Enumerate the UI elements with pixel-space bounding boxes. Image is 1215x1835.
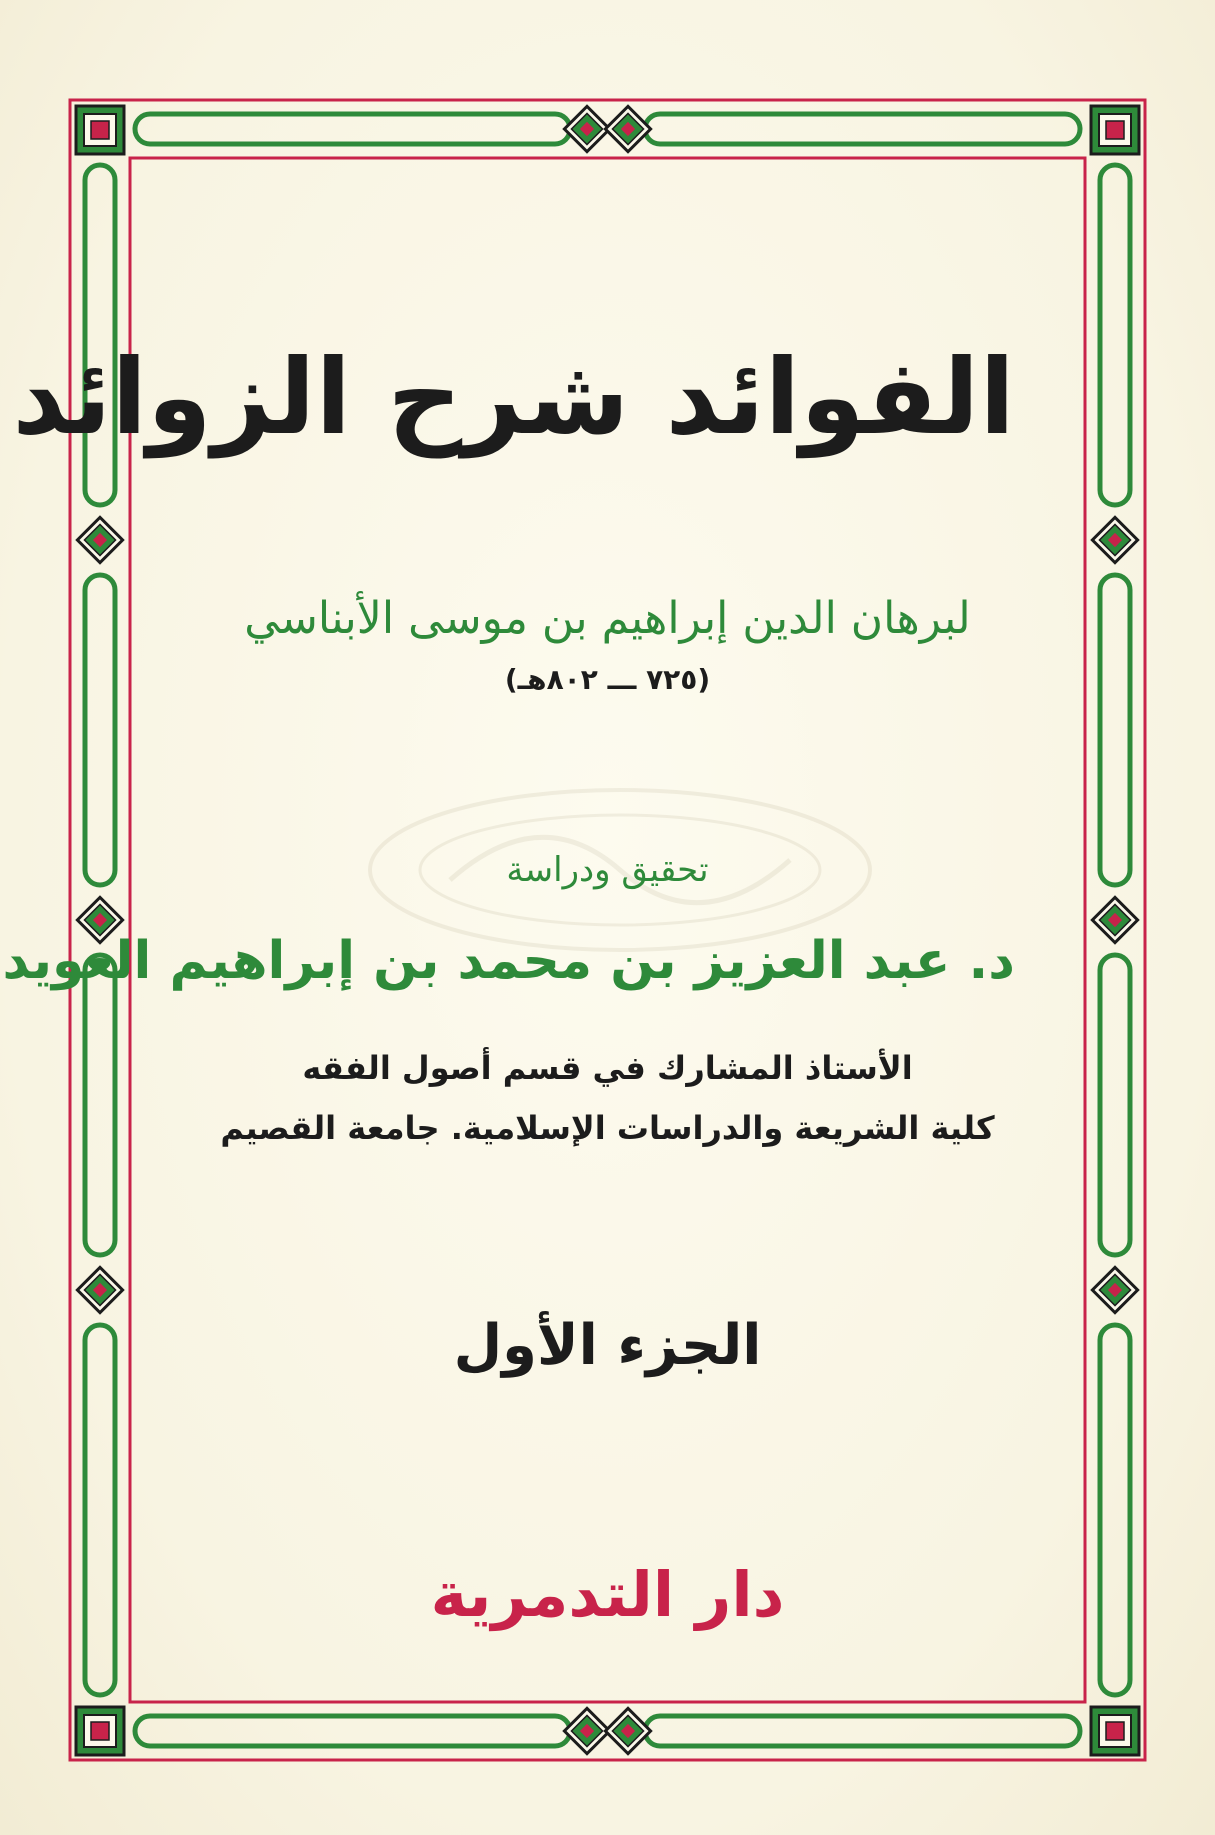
top-diamond-right-icon bbox=[605, 106, 650, 151]
right-green-bar-1 bbox=[1100, 165, 1130, 505]
left-green-bar-4 bbox=[85, 1325, 115, 1695]
top-right-green-bar bbox=[645, 114, 1080, 144]
corner-bottom-right-icon bbox=[1091, 1707, 1139, 1755]
left-green-bar-3 bbox=[85, 955, 115, 1255]
bottom-diamond-left-icon bbox=[564, 1708, 609, 1753]
top-diamond-left-icon bbox=[564, 106, 609, 151]
left-green-bar-2 bbox=[85, 575, 115, 885]
right-diamond-3-icon bbox=[1092, 1267, 1137, 1312]
bottom-right-green-bar bbox=[645, 1716, 1080, 1746]
top-left-green-bar bbox=[135, 114, 570, 144]
editor-affiliation-2: كلية الشريعة والدراسات الإسلامية. جامعة القصيم bbox=[220, 1109, 995, 1147]
right-diamond-2-icon bbox=[1092, 897, 1137, 942]
left-diamond-1-icon bbox=[77, 517, 122, 562]
publisher-name: دار التدمرية bbox=[430, 1558, 785, 1631]
corner-top-left-icon bbox=[76, 106, 124, 154]
right-green-bar-3 bbox=[1100, 955, 1130, 1255]
editor-affiliation-1: الأستاذ المشارك في قسم أصول الفقه bbox=[302, 1049, 913, 1087]
right-green-bar-4 bbox=[1100, 1325, 1130, 1695]
left-diamond-3-icon bbox=[77, 1267, 122, 1312]
author-dates: (٧٢٥ ـــ ٨٠٢هـ) bbox=[504, 663, 711, 696]
bottom-left-green-bar bbox=[135, 1716, 570, 1746]
corner-top-right-icon bbox=[1091, 106, 1139, 154]
book-title: الفوائد شرح الزوائد bbox=[12, 336, 1015, 458]
volume-label: الجزء الأول bbox=[453, 1313, 762, 1378]
author-line: لبرهان الدين إبراهيم بن موسى الأبناسي bbox=[244, 593, 971, 644]
right-green-bar-2 bbox=[1100, 575, 1130, 885]
right-diamond-1-icon bbox=[1092, 517, 1137, 562]
edited-label: تحقيق ودراسة bbox=[506, 850, 709, 890]
editor-name: د. عبد العزيز بن محمد بن إبراهيم العويد bbox=[2, 931, 1015, 991]
corner-bottom-left-icon bbox=[76, 1707, 124, 1755]
bottom-diamond-right-icon bbox=[605, 1708, 650, 1753]
